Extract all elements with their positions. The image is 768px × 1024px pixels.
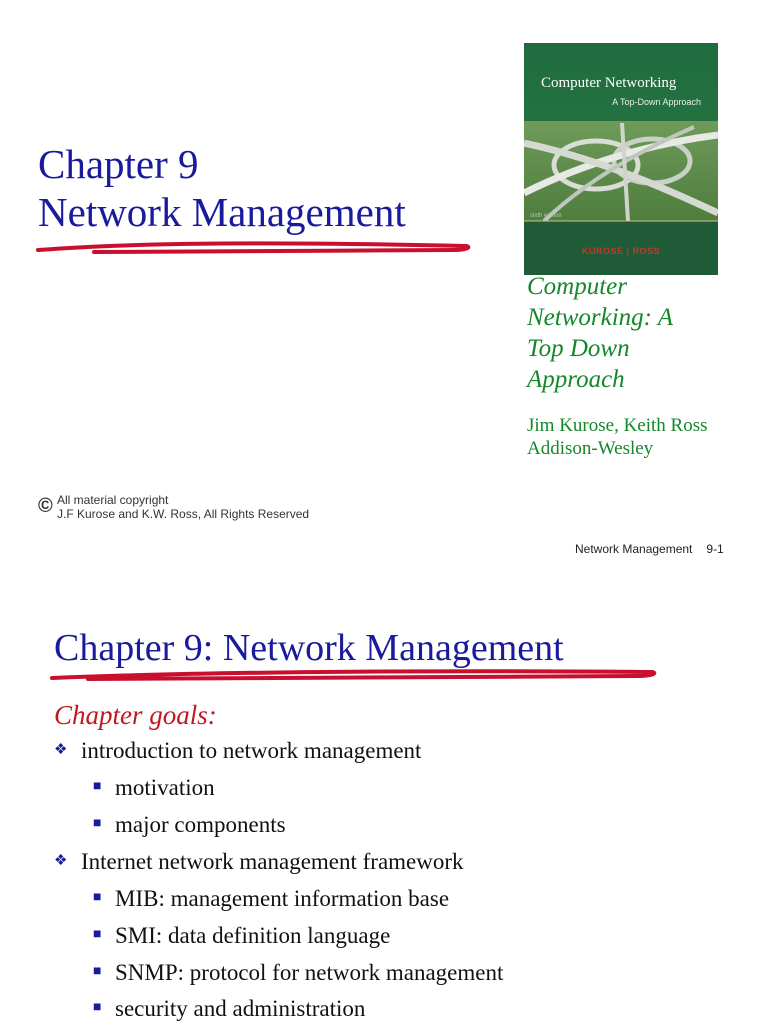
diamond-dots-icon: ❖ bbox=[54, 853, 68, 869]
copyright-line-2: J.F Kurose and K.W. Ross, All Rights Reserved bbox=[57, 507, 310, 521]
slide-2 bbox=[0, 572, 768, 1024]
book-publisher: Addison-Wesley bbox=[527, 438, 654, 459]
square-bullet-icon: ■ bbox=[93, 964, 102, 979]
diamond-dots-icon: ❖ bbox=[54, 742, 68, 758]
slide-footer bbox=[575, 542, 724, 556]
square-bullet-icon: ■ bbox=[93, 779, 102, 794]
title-line-2: Network Management bbox=[38, 189, 406, 235]
list-item: ■ major components bbox=[93, 812, 286, 837]
list-item: ❖ Internet network management framework bbox=[54, 849, 464, 874]
title-underline bbox=[34, 236, 474, 260]
book-title bbox=[527, 271, 757, 395]
goals-label: Chapter goals: bbox=[54, 700, 217, 730]
footer-page-number: 9-1 bbox=[706, 542, 724, 556]
copyright-line-1: All material copyright bbox=[57, 493, 169, 507]
list-item: ❖ introduction to network management bbox=[54, 738, 422, 763]
slide-title bbox=[38, 140, 406, 236]
book-title-line-1: Computer bbox=[527, 273, 627, 300]
footer-label: Network Management bbox=[575, 542, 693, 556]
square-bullet-icon: ■ bbox=[93, 927, 102, 942]
square-bullet-icon: ■ bbox=[93, 1000, 102, 1015]
cover-edition: sixth edition bbox=[530, 213, 562, 219]
square-bullet-icon: ■ bbox=[93, 890, 102, 905]
list-item: ■ security and administration bbox=[93, 996, 366, 1021]
book-title-line-4: Approach bbox=[527, 366, 625, 393]
cover-subtitle: A Top-Down Approach bbox=[612, 97, 701, 107]
title-underline bbox=[48, 666, 660, 686]
book-title-line-3: Top Down bbox=[527, 335, 630, 362]
square-bullet-icon: ■ bbox=[93, 816, 102, 831]
list-item: ■ SMI: data definition language bbox=[93, 923, 391, 948]
slide-title: Chapter 9: Network Management bbox=[54, 627, 564, 669]
cover-authors: KUROSE | ROSS bbox=[581, 246, 661, 256]
book-meta bbox=[527, 414, 708, 460]
list-item: ■ motivation bbox=[93, 775, 215, 800]
title-line-1: Chapter 9 bbox=[38, 141, 199, 187]
list-item: ■ SNMP: protocol for network management bbox=[93, 960, 504, 985]
list-item: ■ MIB: management information base bbox=[93, 886, 450, 911]
copyright-icon: © bbox=[38, 495, 53, 517]
book-cover bbox=[524, 43, 718, 275]
book-title-line-2: Networking: A bbox=[527, 304, 674, 331]
cover-title: Computer Networking bbox=[541, 75, 677, 91]
book-authors: Jim Kurose, Keith Ross bbox=[527, 415, 708, 436]
